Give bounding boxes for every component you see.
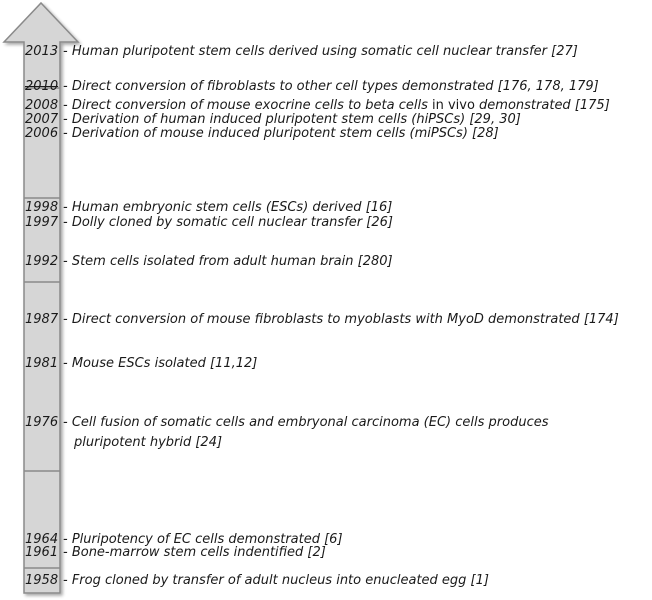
event-description: - Bone-marrow stem cells indentified [2] xyxy=(63,545,326,560)
event-description: - Frog cloned by transfer of adult nucleus into enucleated egg [1] xyxy=(63,573,489,588)
event-description: - Mouse ESCs isolated [11,12] xyxy=(63,356,258,371)
event-description: - Direct conversion of mouse fibroblasts to myoblasts with MyoD demonstrated [174] xyxy=(63,312,619,327)
event-description: - Derivation of human induced pluripotent stem cells (hiPSCs) [29, 30] xyxy=(63,112,521,127)
event-description: - Cell fusion of somatic cells and embryonal carcinoma (EC) cells produces xyxy=(63,415,549,430)
event-description: - Stem cells isolated from adult human brain [280] xyxy=(63,254,393,269)
event-year: 2006 xyxy=(25,126,59,141)
timeline-event-1958 xyxy=(25,574,652,588)
event-year: 1997 xyxy=(25,215,59,230)
event-year: 1987 xyxy=(25,312,59,327)
timeline-event-2008 xyxy=(25,99,652,113)
timeline-event-1998 xyxy=(25,201,652,215)
timeline-event-1997 xyxy=(25,216,652,230)
timeline-event-1961 xyxy=(25,546,652,560)
timeline-event-2007 xyxy=(25,113,652,127)
event-description-part: - Direct conversion of mouse exocrine cells to beta cells xyxy=(63,98,432,113)
event-year: 1992 xyxy=(25,254,59,269)
event-description-continued: pluripotent hybrid [24] xyxy=(74,435,223,450)
event-year: 1976 xyxy=(25,415,59,430)
event-year: 1961 xyxy=(25,545,59,560)
event-description: - Pluripotency of EC cells demonstrated [6] xyxy=(63,532,343,547)
event-description-emphasis: in vivo xyxy=(431,98,475,113)
event-year: 2010 xyxy=(25,79,59,94)
event-description-part: demonstrated [175] xyxy=(474,98,610,113)
timeline-event-1987 xyxy=(25,313,652,327)
event-year: 2007 xyxy=(25,112,59,127)
event-description: - Human embryonic stem cells (ESCs) derived [16] xyxy=(63,200,393,215)
event-year: 1998 xyxy=(25,200,59,215)
timeline-event-2006 xyxy=(25,127,652,141)
timeline-event-1981 xyxy=(25,357,652,371)
event-year: 2008 xyxy=(25,98,59,113)
event-description: - Dolly cloned by somatic cell nuclear transfer [26] xyxy=(63,215,393,230)
event-description: - Derivation of mouse induced pluripotent stem cells (miPSCs) [28] xyxy=(63,126,499,141)
event-year: 1981 xyxy=(25,356,59,371)
event-description: - Direct conversion of fibroblasts to other cell types demonstrated [176, 178, 179] xyxy=(63,79,599,94)
event-year: 2013 xyxy=(25,44,59,59)
event-description: - Human pluripotent stem cells derived using somatic cell nuclear transfer [27] xyxy=(63,44,578,59)
timeline-event-2010 xyxy=(25,80,652,94)
timeline-event-1976 xyxy=(25,413,652,453)
event-description xyxy=(63,98,610,113)
event-year: 1964 xyxy=(25,532,59,547)
event-year: 1958 xyxy=(25,573,59,588)
timeline-event-1992 xyxy=(25,255,652,269)
timeline-event-2013 xyxy=(25,45,652,59)
